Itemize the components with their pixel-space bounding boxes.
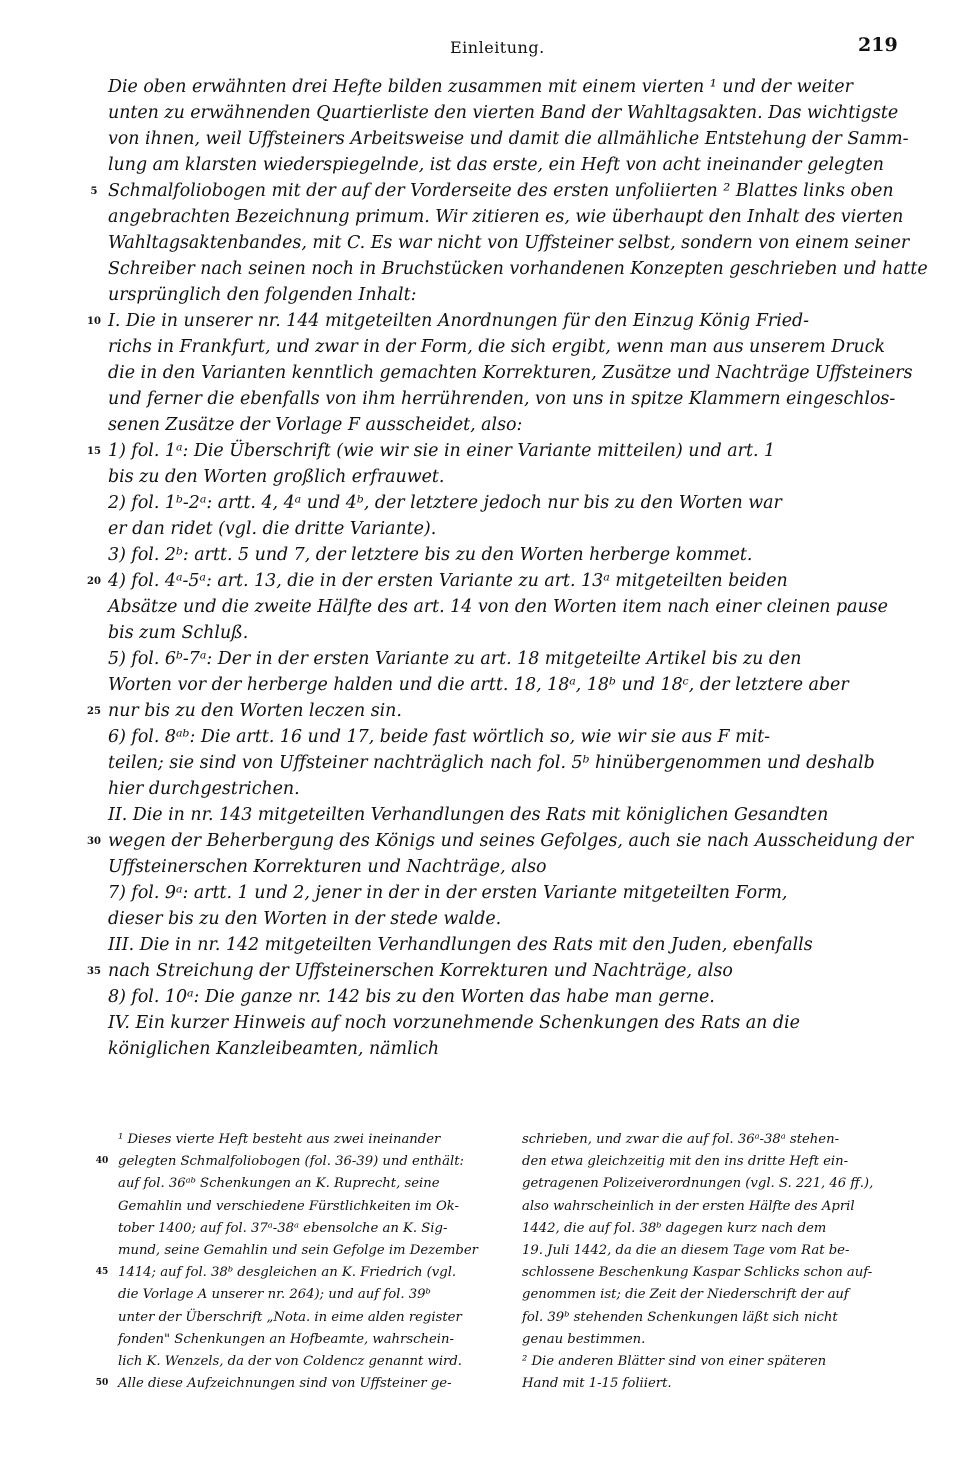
line-number: 50 bbox=[95, 1378, 109, 1389]
line-text: nach Streichung der Uffsteinerschen Korrekturen und Nachträge, also bbox=[108, 961, 733, 981]
text-line bbox=[0, 802, 960, 828]
text-line bbox=[0, 854, 960, 880]
running-title: Einleitung. bbox=[450, 38, 545, 57]
text-line bbox=[522, 1328, 906, 1350]
page-header bbox=[0, 34, 960, 62]
line-text: I. Die in unserer nr. 144 mitgeteilten Anordnungen für den Einzug König Fried- bbox=[108, 311, 810, 331]
text-line bbox=[0, 126, 960, 152]
text-line bbox=[522, 1239, 906, 1261]
line-text: gelegten Schmalfoliobogen (fol. 36-39) und enthält: bbox=[118, 1154, 464, 1170]
line-number: 30 bbox=[87, 836, 101, 847]
line-text: bis zum Schluß. bbox=[108, 623, 249, 643]
line-text: ¹ Dieses vierte Heft besteht aus zwei ineinander bbox=[118, 1132, 441, 1147]
line-text: lich K. Wenzels, da der von Coldencz genannt wird. bbox=[118, 1353, 462, 1369]
line-text: angebrachten Bezeichnung primum. Wir zitieren es, wie überhaupt den Inhalt des vierten bbox=[108, 207, 904, 227]
line-text: ursprünglich den folgenden Inhalt: bbox=[108, 285, 417, 305]
line-text: 8) fol. 10ᵃ: Die ganze nr. 142 bis zu den Worten das habe man gerne. bbox=[108, 987, 715, 1007]
line-text: 19. Juli 1442, da die an diesem Tage vom Rat be- bbox=[522, 1242, 850, 1258]
line-text: die Vorlage A unserer nr. 264); und auf fol. 39ᵇ bbox=[118, 1287, 431, 1303]
text-line bbox=[522, 1372, 906, 1394]
line-text: 1442, die auf fol. 38ᵇ dagegen kurz nach dem bbox=[522, 1220, 827, 1236]
text-line bbox=[0, 1010, 960, 1036]
line-text: richs in Frankfurt, und zwar in der Form, die sich ergibt, wenn man aus unserem Druck bbox=[108, 337, 885, 357]
text-line bbox=[0, 490, 960, 516]
line-text: Hand mit 1-15 foliiert. bbox=[522, 1376, 672, 1392]
text-line bbox=[0, 334, 960, 360]
line-text: Worten vor der herberge halden und die artt. 18, 18ᵃ, 18ᵇ und 18ᶜ, der letztere aber bbox=[108, 675, 849, 695]
page-number: 219 bbox=[858, 34, 898, 56]
text-line bbox=[0, 932, 960, 958]
line-text: er dan ridet (vgl. die dritte Variante). bbox=[108, 519, 437, 539]
line-text: unten zu erwähnenden Quartierliste den vierten Band der Wahltagsakten. Das wichtigste bbox=[108, 103, 899, 123]
line-text: 1414; auf fol. 38ᵇ desgleichen an K. Friedrich (vgl. bbox=[118, 1265, 457, 1281]
text-line bbox=[118, 1350, 496, 1372]
text-line bbox=[0, 412, 960, 438]
text-line bbox=[0, 230, 960, 256]
text-line bbox=[522, 1261, 906, 1283]
text-line bbox=[0, 646, 960, 672]
line-text: genommen ist; die Zeit der Niederschrift der auf bbox=[522, 1287, 849, 1303]
text-line bbox=[0, 464, 960, 490]
text-line bbox=[0, 282, 960, 308]
line-text: dieser bis zu den Worten in der stede walde. bbox=[108, 909, 502, 929]
text-line bbox=[0, 542, 960, 568]
text-line bbox=[0, 620, 960, 646]
line-text: hier durchgestrichen. bbox=[108, 779, 300, 799]
text-line bbox=[0, 152, 960, 178]
text-line bbox=[0, 594, 960, 620]
text-line bbox=[0, 360, 960, 386]
line-number: 45 bbox=[95, 1267, 109, 1278]
text-line bbox=[0, 672, 960, 698]
text-line bbox=[522, 1217, 906, 1239]
line-number: 10 bbox=[87, 316, 101, 327]
text-line bbox=[0, 906, 960, 932]
text-line bbox=[95, 1372, 496, 1394]
text-line bbox=[522, 1195, 906, 1217]
text-line bbox=[118, 1328, 496, 1350]
line-text: Absätze und die zweite Hälfte des art. 14 von den Worten item nach einer cleinen pause bbox=[108, 597, 888, 617]
text-line bbox=[0, 438, 960, 464]
text-line bbox=[118, 1195, 496, 1217]
text-line bbox=[118, 1239, 496, 1261]
line-text: genau bestimmen. bbox=[522, 1331, 646, 1347]
line-text: Gemahlin und verschiedene Fürstlichkeiten im Ok- bbox=[118, 1198, 459, 1214]
text-line bbox=[0, 880, 960, 906]
line-number: 35 bbox=[87, 966, 101, 977]
line-text: III. Die in nr. 142 mitgeteilten Verhandlungen des Rats mit den Juden, ebenfalls bbox=[108, 935, 813, 955]
line-text: von ihnen, weil Uffsteiners Arbeitsweise und damit die allmähliche Entstehung der Samm- bbox=[108, 129, 909, 149]
line-text: königlichen Kanzleibeamten, nämlich bbox=[108, 1039, 440, 1059]
line-text: den etwa gleichzeitig mit den ins dritte Heft ein- bbox=[522, 1154, 849, 1170]
line-text: unter der Überschrift „Nota. in eime alden register bbox=[118, 1309, 462, 1325]
text-line bbox=[0, 1036, 960, 1062]
line-text: Die oben erwähnten drei Hefte bilden zusammen mit einem vierten ¹ und der weiter bbox=[108, 77, 853, 97]
line-text: schlossene Beschenkung Kaspar Schlicks schon auf- bbox=[522, 1265, 873, 1281]
line-text: die in den Varianten kenntlich gemachten Korrekturen, Zusätze und Nachträge Uffsteiners bbox=[108, 363, 913, 383]
text-line bbox=[0, 776, 960, 802]
footnotes-left-column bbox=[95, 1128, 496, 1394]
line-text: 6) fol. 8ᵃᵇ: Die artt. 16 und 17, beide fast wörtlich so, wie wir sie aus F mit- bbox=[108, 727, 771, 747]
text-line bbox=[0, 178, 960, 204]
text-line bbox=[522, 1350, 906, 1372]
line-number: 40 bbox=[95, 1156, 109, 1167]
text-line bbox=[522, 1306, 906, 1328]
line-text: wegen der Beherbergung des Königs und seines Gefolges, auch sie nach Ausscheidung der bbox=[108, 831, 914, 851]
line-text: Wahltagsaktenbandes, mit C. Es war nicht von Uffsteiner selbst, sondern von einem seiner bbox=[108, 233, 910, 253]
text-line bbox=[118, 1283, 496, 1305]
line-number: 15 bbox=[87, 446, 101, 457]
line-text: IV. Ein kurzer Hinweis auf noch vorzunehmende Schenkungen des Rats an die bbox=[108, 1013, 800, 1033]
text-line bbox=[118, 1306, 496, 1328]
text-line bbox=[0, 74, 960, 100]
text-line bbox=[522, 1128, 906, 1150]
line-text: 2) fol. 1ᵇ-2ᵃ: artt. 4, 4ᵃ und 4ᵇ, der letztere jedoch nur bis zu den Worten war bbox=[108, 493, 782, 513]
line-text: II. Die in nr. 143 mitgeteilten Verhandlungen des Rats mit königlichen Gesandten bbox=[108, 805, 829, 825]
line-text: Schmalfoliobogen mit der auf der Vorderseite des ersten unfoliierten ² Blattes links oben bbox=[108, 181, 894, 201]
text-line bbox=[0, 204, 960, 230]
text-line bbox=[0, 958, 960, 984]
text-line bbox=[0, 516, 960, 542]
line-text: 3) fol. 2ᵇ: artt. 5 und 7, der letztere bis zu den Worten herberge kommet. bbox=[108, 545, 753, 565]
main-text bbox=[0, 74, 960, 1062]
text-line bbox=[522, 1150, 906, 1172]
text-line bbox=[0, 100, 960, 126]
line-text: tober 1400; auf fol. 37ᵃ-38ᵃ ebensolche an K. Sig- bbox=[118, 1220, 448, 1236]
line-text: teilen; sie sind von Uffsteiner nachträglich nach fol. 5ᵇ hinübergenommen und deshalb bbox=[108, 753, 875, 773]
line-text: fonden" Schenkungen an Hofbeamte, wahrschein- bbox=[118, 1331, 454, 1347]
line-text: lung am klarsten wiederspiegelnde, ist das erste, ein Heft von acht ineinander gelegten bbox=[108, 155, 884, 175]
text-line bbox=[0, 750, 960, 776]
text-line bbox=[118, 1172, 496, 1194]
line-text: also wahrscheinlich in der ersten Hälfte des April bbox=[522, 1198, 855, 1214]
line-text: 5) fol. 6ᵇ-7ᵃ: Der in der ersten Variante zu art. 18 mitgeteilte Artikel bis zu den bbox=[108, 649, 802, 669]
line-text: Schreiber nach seinen noch in Bruchstücken vorhandenen Konzepten geschrieben und hatte bbox=[108, 259, 928, 279]
text-line bbox=[0, 256, 960, 282]
text-line bbox=[522, 1172, 906, 1194]
line-text: mund, seine Gemahlin und sein Gefolge im Dezember bbox=[118, 1242, 478, 1258]
line-text: auf fol. 36ᵃᵇ Schenkungen an K. Ruprecht, seine bbox=[118, 1176, 440, 1192]
line-text: ² Die anderen Blätter sind von einer späteren bbox=[522, 1353, 827, 1369]
text-line bbox=[118, 1217, 496, 1239]
line-text: getragenen Polizeiverordnungen (vgl. S. 221, 46 ff.), bbox=[522, 1176, 874, 1192]
text-line bbox=[0, 568, 960, 594]
line-text: fol. 39ᵇ stehenden Schenkungen läßt sich nicht bbox=[522, 1309, 838, 1325]
text-line bbox=[0, 308, 960, 334]
line-text: und ferner die ebenfalls von ihm herrührenden, von uns in spitze Klammern eingeschlos- bbox=[108, 389, 896, 409]
text-line bbox=[0, 386, 960, 412]
text-line bbox=[522, 1283, 906, 1305]
line-text: schrieben, und zwar die auf fol. 36ᵃ-38ᵃ stehen- bbox=[522, 1132, 840, 1147]
line-text: senen Zusätze der Vorlage F ausscheidet, also: bbox=[108, 415, 523, 435]
line-text: Alle diese Aufzeichnungen sind von Uffsteiner ge- bbox=[118, 1376, 452, 1392]
text-line bbox=[0, 828, 960, 854]
line-text: 7) fol. 9ᵃ: artt. 1 und 2, jener in der in der ersten Variante mitgeteilten Form, bbox=[108, 883, 788, 903]
line-text: bis zu den Worten großlich erfrauwet. bbox=[108, 467, 445, 487]
text-line bbox=[95, 1150, 496, 1172]
text-line bbox=[0, 698, 960, 724]
line-number: 20 bbox=[87, 576, 101, 587]
line-text: 4) fol. 4ᵃ-5ᵃ: art. 13, die in der ersten Variante zu art. 13ᵃ mitgeteilten beiden bbox=[108, 571, 788, 591]
line-text: nur bis zu den Worten leczen sin. bbox=[108, 701, 402, 721]
footnotes-right-column bbox=[522, 1128, 906, 1394]
line-number: 25 bbox=[87, 706, 101, 717]
line-number: 5 bbox=[90, 186, 98, 197]
line-text: 1) fol. 1ᵃ: Die Überschrift (wie wir sie in einer Variante mitteilen) und art. 1 bbox=[108, 441, 776, 461]
text-line bbox=[95, 1261, 496, 1283]
text-line bbox=[0, 724, 960, 750]
text-line bbox=[0, 984, 960, 1010]
line-text: Uffsteinerschen Korrekturen und Nachträge, also bbox=[108, 857, 547, 877]
text-line bbox=[118, 1128, 496, 1150]
